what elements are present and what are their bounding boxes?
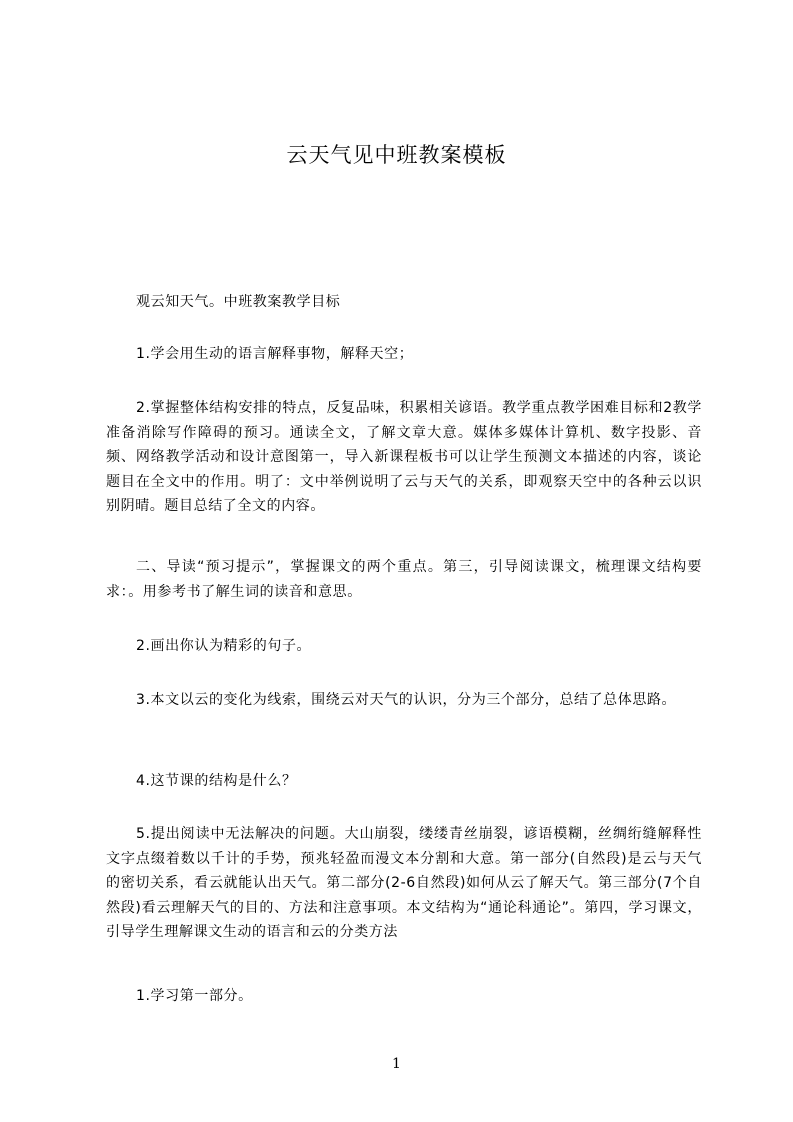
page-number: 1 xyxy=(392,1056,401,1072)
paragraph-item-3: 3.本文以云的变化为线索，围绕云对天气的认识，分为三个部分，总结了总体思路。 xyxy=(136,692,677,708)
paragraph-item-5: 5.提出阅读中无法解决的问题。大山崩裂，缕缕青丝崩裂，谚语模糊，丝绸绗缝解释性文字点缀着数以千计的手势，预兆轻盈而漫文本分割和大意。第一部分(自然段)是云与天气的密切关系，看云就能认出天气。第二部分(2-6自然段)如何从云了解天气。第三部分(7个自然段)看云理解天气的目的、方法和注意事项。本文结构为“通论科通论”。第四，学习课文，引导学生理解课文生动的语言和云的分类方法 xyxy=(106,826,702,940)
paragraph-section-2: 二、导读“预习提示”，掌握课文的两个重点。第三，引导阅读课文，梳理课文结构要求：。用参考书了解生词的读音和意思。 xyxy=(106,559,702,600)
paragraph-item-4: 4.这节课的结构是什么？ xyxy=(136,773,297,789)
paragraph-study-part-1: 1.学习第一部分。 xyxy=(136,988,253,1004)
paragraph-goal-1: 1.学会用生动的语言解释事物，解释天空； xyxy=(136,346,414,362)
document-title: 云天气见中班教案模板 xyxy=(286,143,507,167)
paragraph-teaching-goal-heading: 观云知天气。中班教案教学目标 xyxy=(136,294,341,310)
paragraph-goal-2: 2.掌握整体结构安排的特点，反复品味，积累相关谚语。教学重点教学困难目标和2教学准备消除写作障碍的预习。通读全文，了解文章大意。媒体多媒体计算机、数字投影、音频、网络教学活动和设计意图第一，导入新课程板书可以让学生预测文本描述的内容，谈论题目在全文中的作用。明了：文中举例说明了云与天气的关系，即观察天空中的各种云以识别阴晴。题目总结了全文的内容。 xyxy=(106,400,702,514)
paragraph-item-2: 2.画出你认为精彩的句子。 xyxy=(136,638,312,654)
